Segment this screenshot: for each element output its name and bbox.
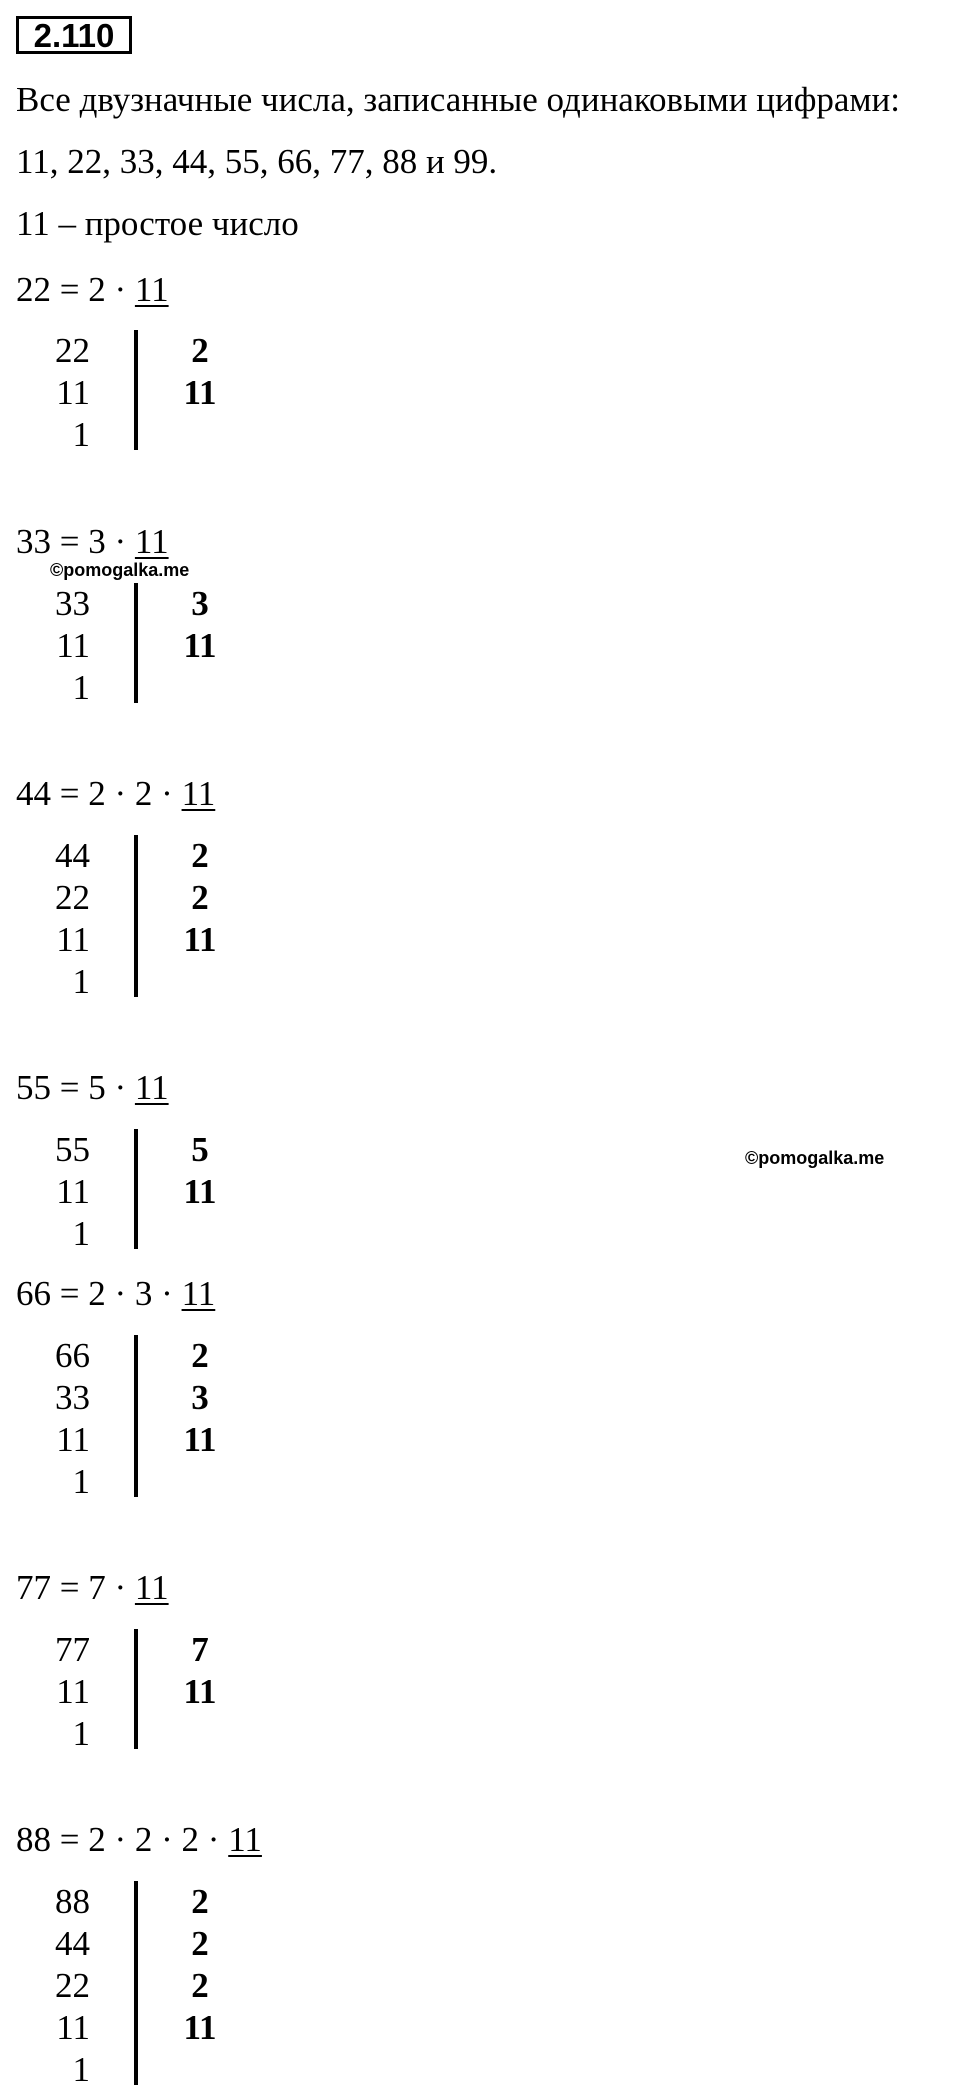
prime-divisor <box>170 2049 230 2091</box>
intro-line-1: Все двузначные числа, записанные одинаковыми цифрами: <box>16 80 901 119</box>
prime-divisor <box>170 1461 230 1503</box>
equation-prime-factor: 11 <box>134 1068 169 1107</box>
dividend-value: 1 <box>72 415 90 454</box>
dividend-value: 33 <box>55 584 90 623</box>
dividend-value: 77 <box>55 1630 90 1669</box>
equation-prime-factor: 11 <box>181 774 216 813</box>
equation-prime-factor: 11 <box>181 1274 216 1313</box>
equation-text: 44 = 2 · 2 · <box>16 774 182 813</box>
prime-divisor: 2 <box>191 1882 209 1921</box>
prime-divisor <box>170 1713 230 1755</box>
prime-divisor: 11 <box>183 920 217 959</box>
equation-prime-factor: 11 <box>228 1820 262 1859</box>
prime-divisor: 11 <box>183 1172 217 1211</box>
equation-text: 88 = 2 · 2 · 2 · <box>16 1820 229 1859</box>
dividend-value: 55 <box>55 1130 90 1169</box>
factorization-equation <box>16 1274 215 1314</box>
dividend-value: 11 <box>56 920 90 959</box>
task-number: 2.110 <box>16 16 132 54</box>
dividend-value: 11 <box>56 1672 90 1711</box>
dividend-value: 88 <box>55 1882 90 1921</box>
prime-divisor <box>170 961 230 1003</box>
dividend-value: 22 <box>55 878 90 917</box>
dividend-value: 1 <box>72 1714 90 1753</box>
dividend-value: 1 <box>72 1462 90 1501</box>
divider-line <box>134 330 138 450</box>
dividend-value: 44 <box>55 1924 90 1963</box>
dividend-value: 33 <box>55 1378 90 1417</box>
intro-line-2: 11, 22, 33, 44, 55, 66, 77, 88 и 99. <box>16 142 498 181</box>
prime-divisor: 2 <box>191 1924 209 1963</box>
factorization-equation <box>16 1568 169 1608</box>
prime-divisor <box>170 667 230 709</box>
divider-line <box>134 1129 138 1249</box>
prime-divisor: 7 <box>191 1630 209 1669</box>
dividend-value: 66 <box>55 1336 90 1375</box>
watermark: ©pomogalka.me <box>50 560 190 580</box>
prime-divisor: 2 <box>191 836 209 875</box>
divider-line <box>134 583 138 703</box>
prime-divisor: 5 <box>191 1130 209 1169</box>
prime-divisor: 2 <box>191 1966 209 2005</box>
equation-text: 22 = 2 · <box>16 270 135 309</box>
dividend-value: 1 <box>72 962 90 1001</box>
dividend-value: 22 <box>55 1966 90 2005</box>
factorization-equation <box>16 270 169 310</box>
prime-divisor: 2 <box>191 878 209 917</box>
divider-line <box>134 1335 138 1497</box>
dividend-value: 1 <box>72 1214 90 1253</box>
prime-divisor: 11 <box>183 626 217 665</box>
prime-divisor: 11 <box>183 2008 217 2047</box>
factorization-equation <box>16 1068 169 1108</box>
prime-divisor: 2 <box>191 1336 209 1375</box>
dividend-value: 1 <box>72 2050 90 2089</box>
prime-divisor: 3 <box>191 584 209 623</box>
prime-divisor: 11 <box>183 373 217 412</box>
factorization-equation <box>16 774 215 814</box>
prime-divisor: 11 <box>183 1672 217 1711</box>
equation-text: 55 = 5 · <box>16 1068 135 1107</box>
factorization-equation <box>16 522 169 562</box>
dividend-value: 11 <box>56 1172 90 1211</box>
prime-divisor: 3 <box>191 1378 209 1417</box>
divider-line <box>134 1881 138 2085</box>
equation-text: 33 = 3 · <box>16 522 135 561</box>
dividend-value: 44 <box>55 836 90 875</box>
dividend-value: 11 <box>56 626 90 665</box>
prime-divisor <box>170 1213 230 1255</box>
equation-prime-factor: 11 <box>134 1568 169 1607</box>
divider-line <box>134 835 138 997</box>
equation-text: 77 = 7 · <box>16 1568 135 1607</box>
dividend-value: 11 <box>56 373 90 412</box>
dividend-value: 11 <box>56 2008 90 2047</box>
prime-note: 11 – простое число <box>16 204 299 243</box>
factorization-equation <box>16 1820 262 1860</box>
prime-divisor: 2 <box>191 331 209 370</box>
equation-prime-factor: 11 <box>134 270 169 309</box>
equation-prime-factor: 11 <box>134 522 169 561</box>
dividend-value: 1 <box>72 668 90 707</box>
dividend-value: 11 <box>56 1420 90 1459</box>
prime-divisor <box>170 414 230 456</box>
prime-divisor: 11 <box>183 1420 217 1459</box>
watermark: ©pomogalka.me <box>745 1148 885 1168</box>
equation-text: 66 = 2 · 3 · <box>16 1274 182 1313</box>
divider-line <box>134 1629 138 1749</box>
dividend-value: 22 <box>55 331 90 370</box>
